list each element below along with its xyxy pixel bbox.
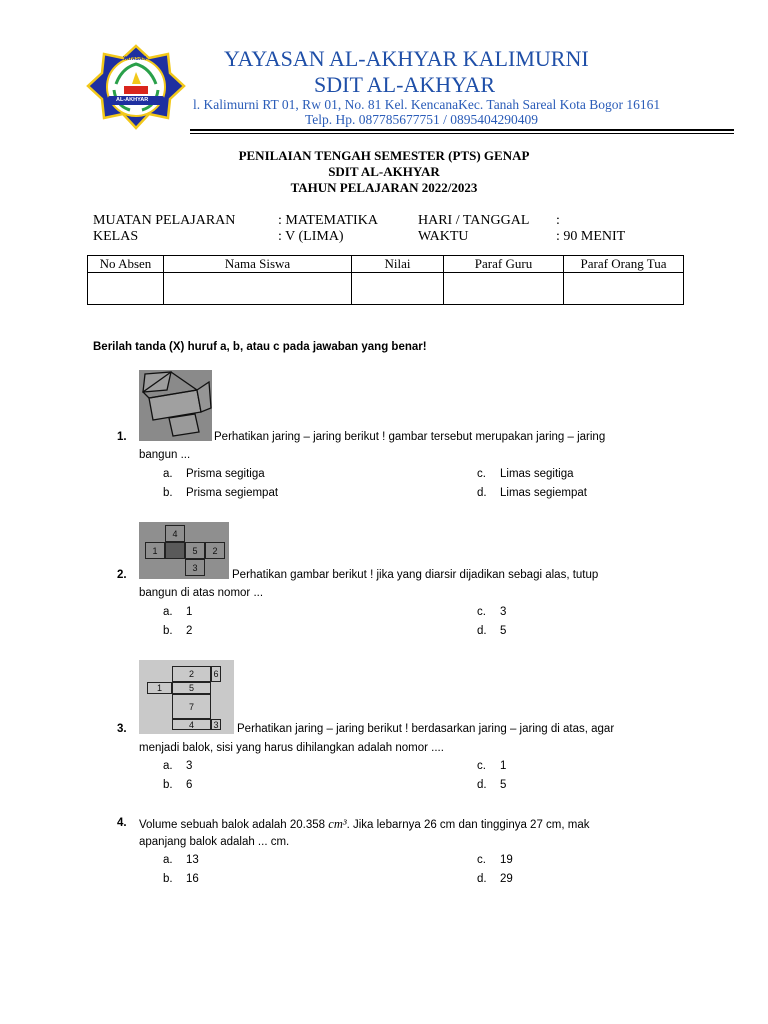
option-text[interactable]: Limas segiempat	[500, 487, 587, 499]
net-face: 1	[147, 682, 172, 694]
option-letter: b.	[163, 487, 173, 499]
time-value: : 90 MENIT	[556, 229, 626, 244]
option-text[interactable]: Limas segitiga	[500, 468, 574, 480]
net-face: 4	[165, 525, 185, 542]
logo-bottom-text: AL-AKHYAR	[116, 97, 149, 103]
option-text[interactable]: 3	[186, 760, 193, 772]
school-name: SDIT AL-AKHYAR	[314, 72, 496, 97]
option-text[interactable]: 1	[186, 606, 193, 618]
subject-label: MUATAN PELAJARAN	[93, 213, 236, 228]
table-header: Nilai	[352, 256, 444, 273]
organization-name: YAYASAN AL-AKHYAR KALIMURNI	[224, 46, 589, 71]
exam-year: TAHUN PELAJARAN 2022/2023	[290, 180, 478, 195]
table-cell[interactable]	[164, 273, 352, 305]
table-header: Paraf Guru	[444, 256, 564, 273]
logo-top-text: YAYASAN	[123, 56, 147, 62]
net-face: 2	[205, 542, 225, 559]
table-cell[interactable]	[444, 273, 564, 305]
net-face: 2	[172, 666, 211, 682]
table-header: Nama Siswa	[164, 256, 352, 273]
volume-unit: cm³	[328, 817, 347, 831]
question-3-image	[139, 660, 234, 734]
time-label: WAKTU	[418, 229, 469, 244]
date-label: HARI / TANGGAL	[418, 213, 530, 228]
net-face: 7	[172, 694, 211, 719]
option-text[interactable]: 13	[186, 854, 199, 866]
option-letter: a.	[163, 760, 173, 772]
option-letter: c.	[477, 854, 486, 866]
option-letter: c.	[477, 468, 486, 480]
net-face: 1	[145, 542, 165, 559]
table-cell[interactable]	[88, 273, 164, 305]
option-letter: d.	[477, 487, 487, 499]
option-text[interactable]: 29	[500, 873, 513, 885]
question-4-text-end: . Jika lebarnya 26 cm dan tingginya 27 cm, mak	[346, 819, 590, 831]
option-text[interactable]: 5	[500, 625, 507, 637]
option-letter: a.	[163, 468, 173, 480]
option-text[interactable]: Prisma segitiga	[186, 468, 265, 480]
question-1-number: 1.	[117, 431, 127, 443]
option-letter: b.	[163, 873, 173, 885]
net-face: 6	[211, 666, 221, 682]
school-address: l. Kalimurni RT 01, Rw 01, No. 81 Kel. KencanaKec. Tanah Sareal Kota Bogor 16161	[193, 97, 661, 112]
net-face-shaded	[165, 542, 185, 559]
question-2-number: 2.	[117, 569, 127, 581]
question-3-text: Perhatikan jaring – jaring berikut ! berdasarkan jaring – jaring di atas, agar	[237, 723, 615, 735]
table-cell[interactable]	[352, 273, 444, 305]
question-1-image	[139, 370, 212, 441]
question-2-text: Perhatikan gambar berikut ! jika yang diarsir dijadikan sebagi alas, tutup	[232, 569, 599, 581]
option-text[interactable]: 5	[500, 779, 507, 791]
table-header: No Absen	[88, 256, 164, 273]
exam-title: PENILAIAN TENGAH SEMESTER (PTS) GENAP	[238, 148, 530, 163]
net-face: 5	[185, 542, 205, 559]
option-text[interactable]: 6	[186, 779, 193, 791]
option-letter: c.	[477, 606, 486, 618]
option-letter: d.	[477, 625, 487, 637]
header-divider	[190, 129, 734, 131]
class-label: KELAS	[93, 229, 139, 244]
option-letter: d.	[477, 873, 487, 885]
net-face: 3	[185, 559, 205, 576]
option-text[interactable]: Prisma segiempat	[186, 487, 279, 499]
date-value: :	[556, 213, 560, 228]
option-letter: d.	[477, 779, 487, 791]
table-header: Paraf Orang Tua	[564, 256, 684, 273]
table-cell[interactable]	[564, 273, 684, 305]
option-letter: a.	[163, 606, 173, 618]
exam-school: SDIT AL-AKHYAR	[328, 164, 440, 179]
option-letter: b.	[163, 625, 173, 637]
question-2-image	[139, 522, 229, 579]
question-4-text-start: Volume sebuah balok adalah 20.358	[139, 819, 329, 831]
question-4-number: 4.	[117, 817, 127, 829]
header-divider-thin	[190, 133, 734, 134]
subject-value: : MATEMATIKA	[278, 213, 378, 228]
option-text[interactable]: 2	[186, 625, 193, 637]
question-1-text-cont: bangun ...	[139, 449, 191, 461]
class-value: : V (LIMA)	[278, 229, 344, 244]
option-text[interactable]: 19	[500, 854, 513, 866]
net-face: 5	[172, 682, 211, 694]
net-face: 4	[172, 719, 211, 730]
question-4-text	[139, 817, 590, 832]
option-letter: a.	[163, 854, 173, 866]
option-text[interactable]: 3	[500, 606, 507, 618]
question-4-text-cont: apanjang balok adalah ... cm.	[139, 836, 290, 848]
option-letter: b.	[163, 779, 173, 791]
option-letter: c.	[477, 760, 486, 772]
question-1-text: Perhatikan jaring – jaring berikut ! gambar tersebut merupakan jaring – jaring	[214, 431, 606, 443]
question-3-text-cont: menjadi balok, sisi yang harus dihilangkan adalah nomor ....	[139, 742, 444, 754]
option-text[interactable]: 1	[500, 760, 507, 772]
net-face: 3	[211, 719, 221, 730]
question-2-text-cont: bangun di atas nomor ...	[139, 587, 264, 599]
instruction: Berilah tanda (X) huruf a, b, atau c pada jawaban yang benar!	[93, 341, 427, 353]
school-phone: Telp. Hp. 087785677751 / 0895404290409	[305, 112, 539, 127]
student-table	[87, 255, 684, 305]
question-3-number: 3.	[117, 723, 127, 735]
option-text[interactable]: 16	[186, 873, 199, 885]
